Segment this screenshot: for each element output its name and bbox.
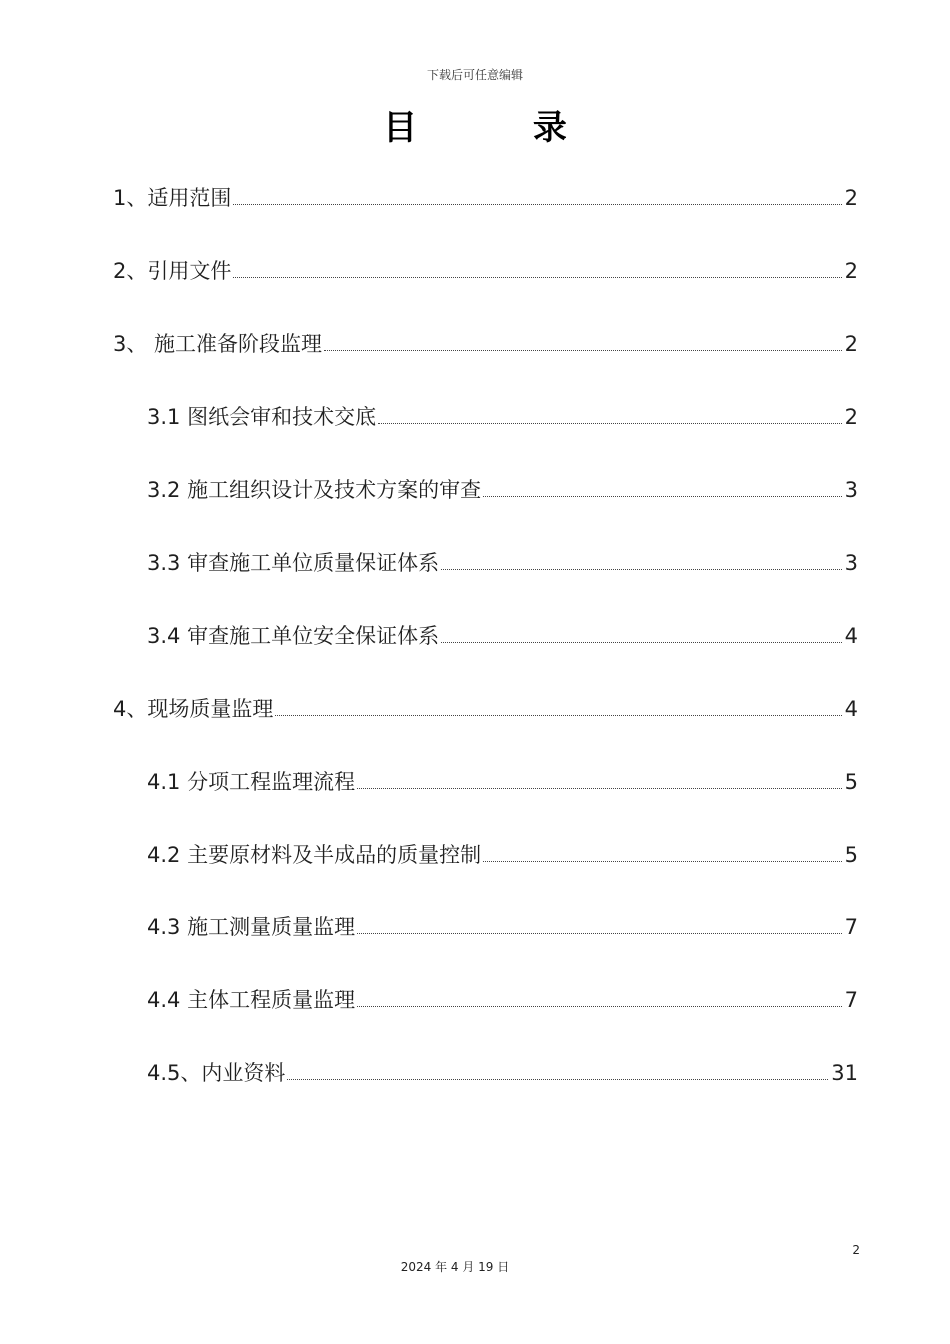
- dot-leader: [483, 861, 842, 862]
- toc-entry-page: 2: [844, 405, 858, 429]
- toc-entry[interactable]: [147, 767, 858, 797]
- toc-entry-label: 4.3 施工测量质量监理: [147, 915, 356, 939]
- dot-leader: [233, 204, 841, 205]
- page-title: 目 录: [383, 108, 619, 148]
- toc-entry-label: 4、现场质量监理: [113, 697, 274, 721]
- toc-entry[interactable]: [147, 402, 858, 432]
- toc-entry[interactable]: [147, 985, 858, 1015]
- toc-entry[interactable]: [147, 912, 858, 942]
- toc-entry-page: 2: [844, 332, 858, 356]
- toc-entry[interactable]: [147, 1058, 858, 1088]
- dot-leader: [357, 933, 842, 934]
- toc-entry-page: 7: [844, 915, 858, 939]
- page-number: 2: [852, 1243, 860, 1257]
- dot-leader: [357, 788, 842, 789]
- dot-leader: [275, 715, 841, 716]
- toc-entry[interactable]: [147, 548, 858, 578]
- toc-entry-page: 31: [831, 1061, 858, 1085]
- dot-leader: [357, 1006, 842, 1007]
- toc-entry-page: 4: [844, 624, 858, 648]
- footer-date: 2024 年 4 月 19 日: [400, 1260, 510, 1274]
- dot-leader: [287, 1079, 828, 1080]
- dot-leader: [378, 423, 842, 424]
- toc-entry-page: 4: [844, 697, 858, 721]
- dot-leader: [324, 350, 842, 351]
- toc-entry-page: 3: [844, 478, 858, 502]
- toc-entry-label: 4.5、内业资料: [147, 1061, 286, 1085]
- dot-leader: [483, 496, 842, 497]
- toc-entry-label: 3、 施工准备阶段监理: [113, 332, 323, 356]
- toc-entry-page: 3: [844, 551, 858, 575]
- toc-entry-label: 4.1 分项工程监理流程: [147, 770, 356, 794]
- toc-entry-label: 4.4 主体工程质量监理: [147, 988, 356, 1012]
- toc-entry-label: 2、引用文件: [113, 259, 232, 283]
- header-note: 下载后可任意编辑: [426, 68, 523, 82]
- toc-entry[interactable]: [147, 840, 858, 870]
- toc-entry[interactable]: [113, 329, 858, 359]
- toc-entry-page: 2: [844, 186, 858, 210]
- toc-entry-label: 3.4 审查施工单位安全保证体系: [147, 624, 440, 648]
- toc-entry-page: 5: [844, 770, 858, 794]
- toc-entry[interactable]: [113, 183, 858, 213]
- toc-entry-label: 1、适用范围: [113, 186, 232, 210]
- toc-entry-label: 3.2 施工组织设计及技术方案的审查: [147, 478, 482, 502]
- toc-entry-page: 5: [844, 843, 858, 867]
- toc-entry-label: 4.2 主要原材料及半成品的质量控制: [147, 843, 482, 867]
- toc-entry[interactable]: [113, 256, 858, 286]
- toc-entry-page: 2: [844, 259, 858, 283]
- toc-entry-label: 3.1 图纸会审和技术交底: [147, 405, 377, 429]
- dot-leader: [441, 569, 842, 570]
- toc-entry-page: 7: [844, 988, 858, 1012]
- dot-leader: [441, 642, 842, 643]
- toc-entry[interactable]: [113, 694, 858, 724]
- toc-entry[interactable]: [147, 475, 858, 505]
- dot-leader: [233, 277, 841, 278]
- toc-entry-label: 3.3 审查施工单位质量保证体系: [147, 551, 440, 575]
- toc-entry[interactable]: [147, 621, 858, 651]
